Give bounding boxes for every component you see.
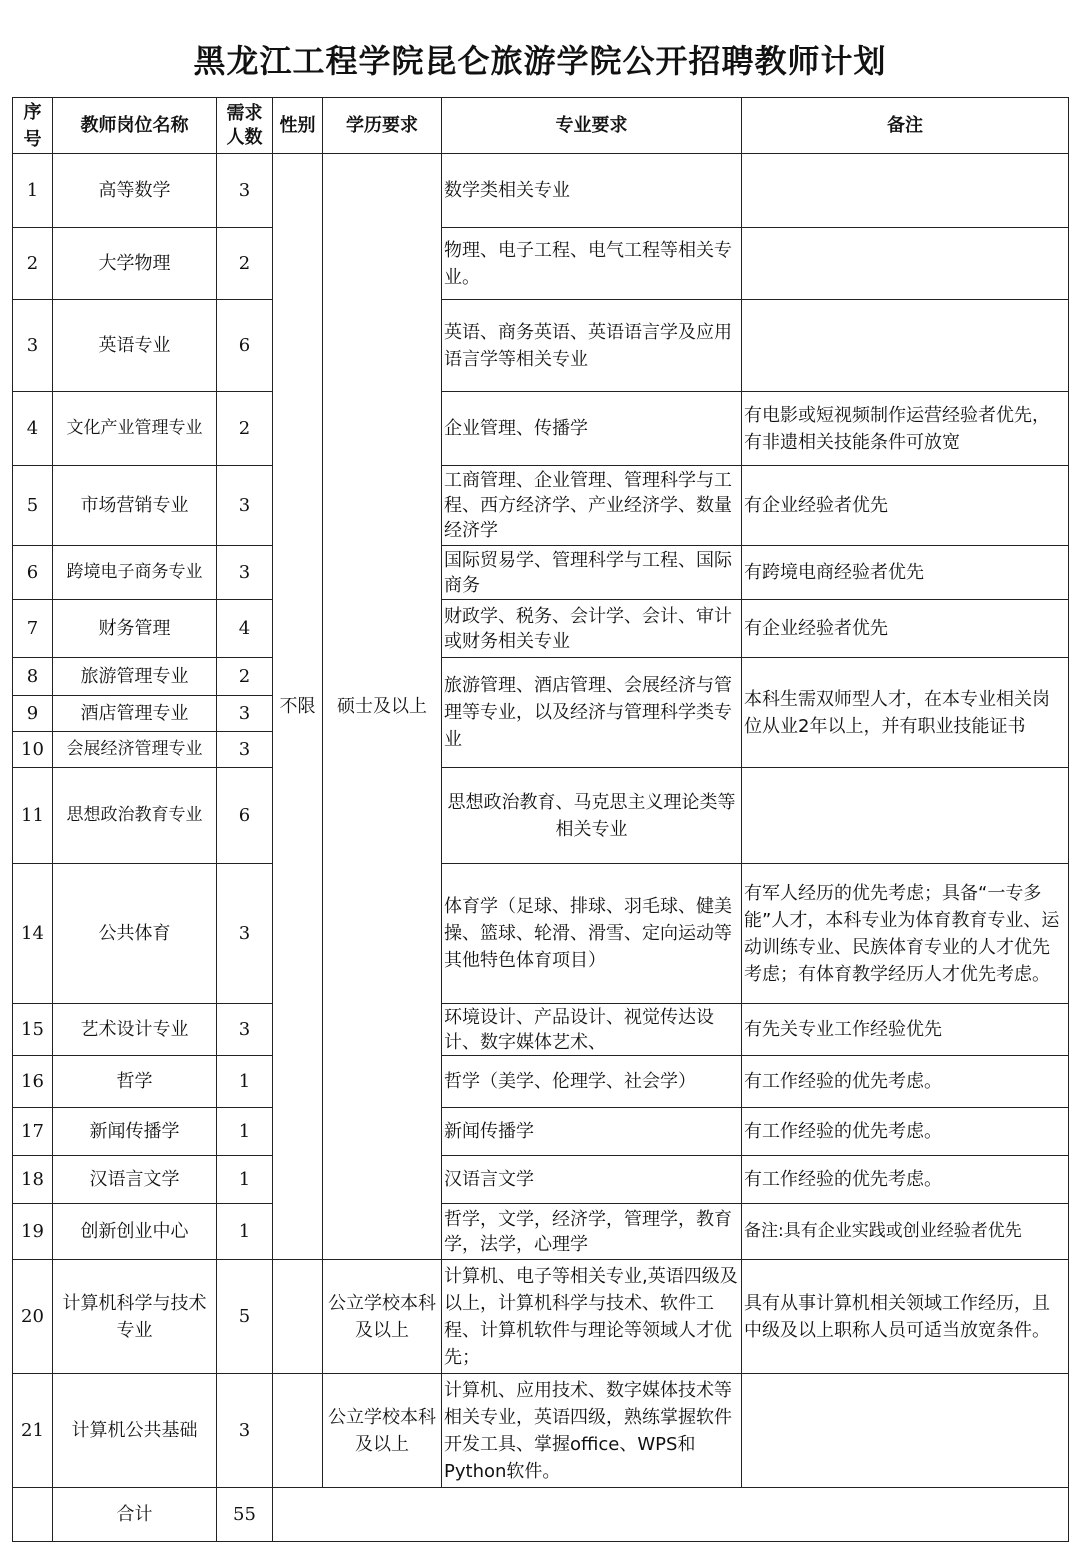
row-position: 旅游管理专业 xyxy=(53,658,217,696)
table-row xyxy=(13,546,1069,600)
row-major: 哲学，文学，经济学，管理学，教育学，法学，心理学 xyxy=(442,1204,742,1260)
total-empty xyxy=(273,1488,1069,1542)
row-position: 会展经济管理专业 xyxy=(53,732,217,768)
header-position: 教师岗位名称 xyxy=(53,98,217,154)
row-position: 思想政治教育专业 xyxy=(53,768,217,864)
row-no: 1 xyxy=(13,154,53,228)
row-count: 1 xyxy=(217,1156,273,1204)
row-no: 14 xyxy=(13,864,53,1004)
row-position: 创新创业中心 xyxy=(53,1204,217,1260)
header-remark: 备注 xyxy=(742,98,1069,154)
table-row xyxy=(13,1260,1069,1374)
group-remark: 本科生需双师型人才，在本专业相关岗位从业2年以上，并有职业技能证书 xyxy=(742,658,1069,768)
row-no: 3 xyxy=(13,300,53,392)
table-row xyxy=(13,392,1069,466)
row-count: 1 xyxy=(217,1056,273,1108)
table-row xyxy=(13,1374,1069,1488)
row-remark: 具有从事计算机相关领域工作经历，且中级及以上职称人员可适当放宽条件。 xyxy=(742,1260,1069,1374)
row-remark: 有工作经验的优先考虑。 xyxy=(742,1056,1069,1108)
row-gender-empty xyxy=(273,1374,323,1488)
row-major: 思想政治教育、马克思主义理论类等相关专业 xyxy=(442,768,742,864)
row-no: 8 xyxy=(13,658,53,696)
row-position: 计算机科学与技术专业 xyxy=(53,1260,217,1374)
row-major: 企业管理、传播学 xyxy=(442,392,742,466)
row-major: 体育学（足球、排球、羽毛球、健美操、篮球、轮滑、滑雪、定向运动等其他特色体育项目） xyxy=(442,864,742,1004)
row-position: 文化产业管理专业 xyxy=(53,392,217,466)
header-count: 需求人数 xyxy=(217,98,273,154)
row-count: 6 xyxy=(217,768,273,864)
row-major: 数学类相关专业 xyxy=(442,154,742,228)
row-major: 汉语言文学 xyxy=(442,1156,742,1204)
row-remark: 有工作经验的优先考虑。 xyxy=(742,1108,1069,1156)
table-row xyxy=(13,1004,1069,1056)
row-remark: 有企业经验者优先 xyxy=(742,466,1069,546)
total-row xyxy=(13,1488,1069,1542)
row-remark: 有军人经历的优先考虑；具备“一专多能”人才，本科专业为体育教育专业、运动训练专业、民族体育专业的人才优先考虑；有体育教学经历人才优先考虑。 xyxy=(742,864,1069,1004)
total-label: 合计 xyxy=(53,1488,217,1542)
row-count: 1 xyxy=(217,1108,273,1156)
row-remark: 备注:具有企业实践或创业经验者优先 xyxy=(742,1204,1069,1260)
row-major: 财政学、税务、会计学、会计、审计或财务相关专业 xyxy=(442,600,742,658)
row-no: 6 xyxy=(13,546,53,600)
row-major: 物理、电子工程、电气工程等相关专业。 xyxy=(442,228,742,300)
row-remark xyxy=(742,300,1069,392)
row-major: 新闻传播学 xyxy=(442,1108,742,1156)
row-remark xyxy=(742,768,1069,864)
row-no: 16 xyxy=(13,1056,53,1108)
row-education: 公立学校本科及以上 xyxy=(323,1260,442,1374)
row-count: 3 xyxy=(217,732,273,768)
row-count: 3 xyxy=(217,466,273,546)
table-row xyxy=(13,864,1069,1004)
row-remark: 有电影或短视频制作运营经验者优先，有非遗相关技能条件可放宽 xyxy=(742,392,1069,466)
header-major: 专业要求 xyxy=(442,98,742,154)
row-count: 3 xyxy=(217,1004,273,1056)
total-no-empty xyxy=(13,1488,53,1542)
row-count: 3 xyxy=(217,1374,273,1488)
row-remark xyxy=(742,154,1069,228)
header-no: 序号 xyxy=(13,98,53,154)
table-row xyxy=(13,768,1069,864)
row-major: 计算机、电子等相关专业,英语四级及以上，计算机科学与技术、软件工程、计算机软件与理论等领域人才优先； xyxy=(442,1260,742,1374)
row-no: 10 xyxy=(13,732,53,768)
total-count: 55 xyxy=(217,1488,273,1542)
row-count: 2 xyxy=(217,228,273,300)
row-no: 11 xyxy=(13,768,53,864)
header-gender: 性别 xyxy=(273,98,323,154)
row-major: 国际贸易学、管理科学与工程、国际商务 xyxy=(442,546,742,600)
row-position: 高等数学 xyxy=(53,154,217,228)
group-major: 旅游管理、酒店管理、会展经济与管理等专业，以及经济与管理科学类专业 xyxy=(442,658,742,768)
table-row xyxy=(13,228,1069,300)
table-row xyxy=(13,1056,1069,1108)
row-count: 3 xyxy=(217,546,273,600)
gender-cell: 不限 xyxy=(273,154,323,1260)
row-no: 18 xyxy=(13,1156,53,1204)
row-major: 工商管理、企业管理、管理科学与工程、西方经济学、产业经济学、数量经济学 xyxy=(442,466,742,546)
row-count: 1 xyxy=(217,1204,273,1260)
row-position: 新闻传播学 xyxy=(53,1108,217,1156)
row-remark: 有工作经验的优先考虑。 xyxy=(742,1156,1069,1204)
row-major: 哲学（美学、伦理学、社会学） xyxy=(442,1056,742,1108)
row-major: 计算机、应用技术、数字媒体技术等相关专业，英语四级，熟练掌握软件开发工具、掌握office、WPS和Python软件。 xyxy=(442,1374,742,1488)
row-remark xyxy=(742,1374,1069,1488)
row-no: 15 xyxy=(13,1004,53,1056)
row-no: 2 xyxy=(13,228,53,300)
row-no: 7 xyxy=(13,600,53,658)
row-count: 2 xyxy=(217,392,273,466)
row-position: 市场营销专业 xyxy=(53,466,217,546)
row-count: 5 xyxy=(217,1260,273,1374)
row-position: 公共体育 xyxy=(53,864,217,1004)
table-row xyxy=(13,300,1069,392)
header-education: 学历要求 xyxy=(323,98,442,154)
row-count: 3 xyxy=(217,864,273,1004)
row-no: 4 xyxy=(13,392,53,466)
row-gender-empty xyxy=(273,1260,323,1374)
row-no: 9 xyxy=(13,696,53,732)
row-no: 20 xyxy=(13,1260,53,1374)
row-position: 英语专业 xyxy=(53,300,217,392)
table-row xyxy=(13,600,1069,658)
row-remark: 有企业经验者优先 xyxy=(742,600,1069,658)
row-remark: 有先关专业工作经验优先 xyxy=(742,1004,1069,1056)
table-row xyxy=(13,466,1069,546)
row-position: 艺术设计专业 xyxy=(53,1004,217,1056)
row-remark: 有跨境电商经验者优先 xyxy=(742,546,1069,600)
table-row xyxy=(13,1108,1069,1156)
row-count: 6 xyxy=(217,300,273,392)
row-position: 财务管理 xyxy=(53,600,217,658)
row-position: 哲学 xyxy=(53,1056,217,1108)
row-count: 2 xyxy=(217,658,273,696)
row-count: 3 xyxy=(217,154,273,228)
page-title: 黑龙江工程学院昆仑旅游学院公开招聘教师计划 xyxy=(193,42,887,80)
row-position: 汉语言文学 xyxy=(53,1156,217,1204)
table-row xyxy=(13,658,1069,696)
row-no: 21 xyxy=(13,1374,53,1488)
row-position: 跨境电子商务专业 xyxy=(53,546,217,600)
row-position: 酒店管理专业 xyxy=(53,696,217,732)
row-position: 大学物理 xyxy=(53,228,217,300)
table-row xyxy=(13,154,1069,228)
table-row xyxy=(13,1156,1069,1204)
table-row xyxy=(13,1204,1069,1260)
row-no: 17 xyxy=(13,1108,53,1156)
row-major: 环境设计、产品设计、视觉传达设计、数字媒体艺术、 xyxy=(442,1004,742,1056)
row-education: 公立学校本科及以上 xyxy=(323,1374,442,1488)
education-master-cell: 硕士及以上 xyxy=(323,154,442,1260)
row-no: 5 xyxy=(13,466,53,546)
row-major: 英语、商务英语、英语语言学及应用语言学等相关专业 xyxy=(442,300,742,392)
row-count: 3 xyxy=(217,696,273,732)
recruitment-table xyxy=(12,97,1069,1542)
table-header-row xyxy=(13,98,1069,154)
row-remark xyxy=(742,228,1069,300)
row-no: 19 xyxy=(13,1204,53,1260)
row-position: 计算机公共基础 xyxy=(53,1374,217,1488)
row-count: 4 xyxy=(217,600,273,658)
